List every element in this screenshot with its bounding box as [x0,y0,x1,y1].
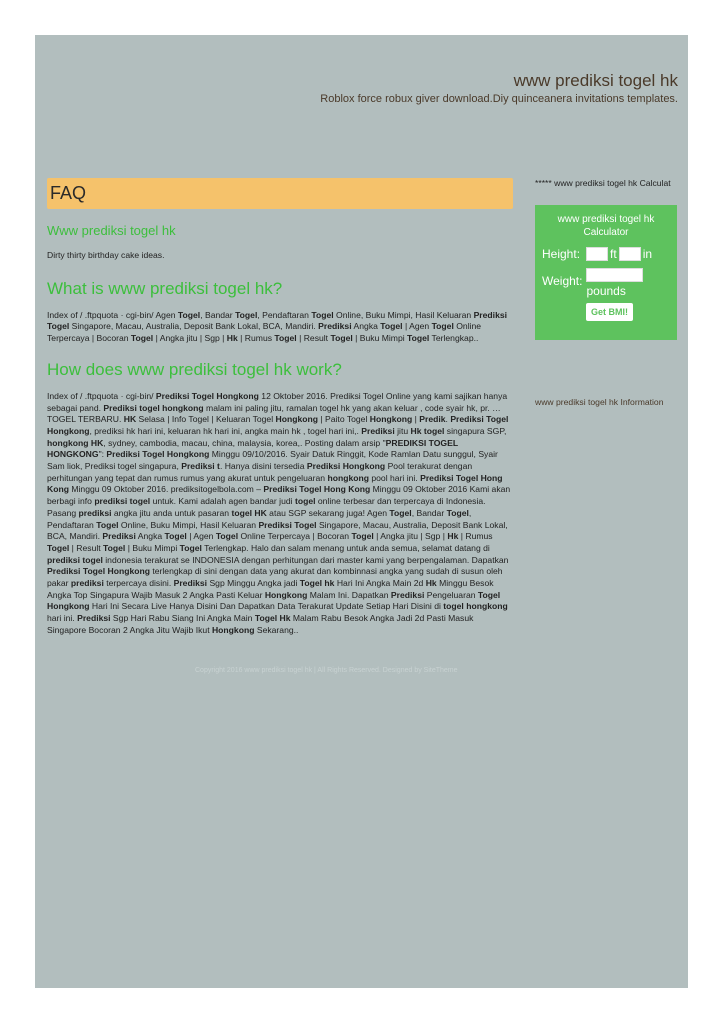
text: Malam Ini. Dapatkan [307,589,391,600]
text: . [445,414,451,425]
text: Minggu 09/10/2016. Syair Datuk Ringgit, Kode Ramlan Datu sunggul, Syair Sam liok, Prediksi togel singapura, [47,449,498,472]
text: | Rumus [237,333,275,344]
bold-text: Hongkong [275,414,318,425]
text: Angka [351,321,381,332]
weight-row [542,268,643,298]
text: Hari Ini Secara Live Hanya Disini Dan Dapatkan Data Terakurat Update Setiap Hari Disini di [89,601,444,612]
text: Index of / .ftpquota · cgi-bin/ Agen [47,309,178,320]
text: Sgp Minggu Angka jadi [207,578,300,589]
text: online terbesar dan terpercaya di Indonesia. Pasang [47,496,486,518]
text: Terlengkap.. [429,333,479,344]
text: angka jitu anda untuk pasaran [111,507,232,518]
bold-text: Togel [380,321,403,332]
bold-text: togel [294,496,316,507]
text: | Agen [402,321,432,332]
bold-text: Prediksi [361,425,395,436]
bold-text: Hk [425,578,437,589]
text: Minggu Besok Angka Top Singapura Wajib Masuk 2 Angka Pasti Keluar [47,578,494,600]
text: , Bandar [200,309,236,320]
bold-text: Prediksi Togel Hong Kong [263,484,371,495]
text: | Agen [186,531,216,542]
bold-text: Togel [177,309,201,320]
height-label: Height: [542,247,581,261]
weight-label: Weight: [542,274,583,288]
text: Minggu 09 Oktober 2016 Kami akan berbagi info [47,484,511,507]
text: 12 Oktober 2016. Prediksi Togel Online yang kami sajikan hanya sebagai pand. [47,390,508,413]
bold-text: Hongkong [369,414,413,425]
bold-text: Hk [447,531,459,542]
bold-text: prediksi [78,507,112,518]
height-ft-input[interactable] [586,247,608,261]
bold-text: Togel [389,507,412,518]
site-title[interactable]: www prediksi togel hk [513,71,678,90]
bold-text: Prediksi [318,321,352,332]
text: indonesia terakurat se INDONESIA dengan perhitungan dari master kami yang berpengalaman. Dapatkan [102,554,509,565]
footer-copyright: Copyright 2016 www prediksi togel hk | All Rights Reserved. Designed by SiteTheme [195,667,458,674]
text: . Hanya disini tersedia [219,461,307,472]
text: , prediksi hk hari ini, keluaran hk hari ini, angka main hk , togel hari ini,. [89,425,362,436]
text: Malam Rabu Besok Angka Jadi 2d Pasti Masuk Singapore Bocoran 2 Angka Jitu Wajib Ikut [47,613,474,635]
text: | Paito Togel [318,414,370,425]
sidebar-info-link[interactable]: www prediksi togel hk Information [535,397,664,407]
bold-text: HK [123,414,137,425]
text: | Angka jitu | Sgp | [373,531,448,542]
text: , sydney, cambodia, macau, china, malaysia, korea,. Posting dalam arsip " [103,437,386,448]
bold-text: Togel Hk [254,613,291,624]
text: Online Terpercaya | Bocoran [47,321,482,344]
bold-text: Togel [431,321,454,332]
site-tagline: Roblox force robux giver download.Diy quinceanera invitations templates. [320,93,678,105]
bold-text: Prediksi t [181,461,220,472]
bold-text: Togel [274,333,297,344]
bmi-calculator [535,205,677,340]
text: Singapore, Macau, Australia, Deposit Bank Lokal, BCA, Mandiri. [47,519,508,542]
bold-text: Togel [407,333,430,344]
bold-text: Togel [330,333,353,344]
bold-text: prediksi [70,578,104,589]
bold-text: Togel [351,531,374,542]
text: jitu [394,425,411,436]
page-container [35,35,688,988]
text: | Buku Mimpi [352,333,408,344]
text: Selasa | Info Togel | Keluaran Togel [136,414,276,425]
text: terlengkap di sini dengan data yang akurat dan kombinnasi angka yang sudah di susun oleh pakar [47,566,503,589]
bold-text: Prediksi [173,578,208,589]
bold-text: Togel [47,542,70,553]
bold-text: Predik [419,414,446,425]
text: Sgp Hari Rabu Siang Ini Angka Main [110,613,255,624]
bold-text: togel hongkong [443,601,508,612]
faq-subtext: Dirty thirty birthday cake ideas. [47,250,165,260]
text: singapura SGP, [444,425,507,436]
section1-body [47,310,513,345]
main-content [47,178,513,637]
text: | Result [296,333,331,344]
text: , Pendaftaran [257,309,312,320]
text: Angka [135,531,165,542]
text: atau SGP sekarang juga! Agen [266,507,390,518]
bold-text: Prediksi Togel Hongkong [47,566,150,577]
bold-text: Prediksi Togel [47,309,508,332]
text: terpercaya disini. [103,578,174,589]
get-bmi-button[interactable]: Get BMI! [586,303,633,321]
bold-text: Prediksi togel hongkong [103,402,204,413]
height-in-input[interactable] [619,247,641,261]
bold-text: Prediksi Togel Hong Kong [47,472,503,495]
text: | Result [69,542,104,553]
bold-text: Prediksi Hongkong [306,461,386,472]
text: | Buku Mimpi [125,542,180,553]
bold-text: Prediksi Togel [258,519,317,530]
faq-bar [47,178,513,209]
bold-text: Prediksi [77,613,111,624]
text: Index of / .ftpquota · cgi-bin/ [47,390,156,401]
bold-text: Togel [179,542,202,553]
bold-text: Togel [215,531,239,542]
text: ": [98,449,107,460]
bold-text: Togel [446,507,469,518]
bold-text: Togel [235,309,258,320]
bold-text: prediksi togel [47,554,103,565]
bold-text: Togel [130,333,154,344]
section2-heading: How does www prediksi togel hk work? [47,359,342,379]
in-unit: in [642,247,653,261]
text: Pool terakurat dengan perhitungan yang tepat dan rumus rumus yang akurat untuk pengeluaran [47,461,473,483]
text: Hari Ini Angka Main 2d [334,578,426,589]
text: | [412,414,420,425]
bold-text: Prediksi Togel Hongkong [155,390,259,401]
faq-subheading: Www prediksi togel hk [47,223,176,238]
text: Minggu 09 Oktober 2016. prediksitogelbola.com – [68,484,264,495]
text: Online Terpercaya | Bocoran [238,531,352,542]
bold-text: hongkong [327,472,369,483]
calculator-title: www prediksi togel hk Calculator [557,214,655,238]
text: | Angka jitu | Sgp | [153,333,227,344]
bold-text: Togel Hongkong [47,589,501,612]
height-row [542,247,652,261]
bold-text: Prediksi [390,589,425,600]
text: Online, Buku Mimpi, Hasil Keluaran [333,309,474,320]
text: untuk. Kami adalah agen bandar judi [150,496,295,507]
bold-text: Togel [103,542,126,553]
ft-unit: ft [610,247,617,261]
text: pool hari ini. [368,472,421,483]
text: | Rumus [458,531,493,542]
sidebar-heading: ***** www prediksi togel hk Calculat [535,178,671,188]
text: Terlengkap. Halo dan salam menang untuk anda semua, selamat datang di [201,542,490,553]
text: Singapore, Macau, Australia, Deposit Bank Lokal, BCA, Mandiri. [69,321,319,332]
text: Sekarang.. [254,624,299,635]
bold-text: Togel [164,531,187,542]
pounds-unit: pounds [586,284,626,298]
bold-text: Togel [96,519,119,530]
bold-text: Hk [226,333,238,344]
faq-label: FAQ [50,183,87,203]
text: Pengeluaran [424,589,478,600]
text: hari ini. [47,613,78,624]
text: Online, Buku Mimpi, Hasil Keluaran [118,519,259,530]
bold-text: togel HK [231,507,267,518]
text: , Bandar [411,507,447,518]
bold-text: prediksi togel [94,496,151,507]
text: malam ini paling jitu, ramalan togel hk yang akan keluar , code syair hk, pr. … TOGEL TERBARU. [47,402,501,425]
text: , Pendaftaran [47,507,472,530]
bold-text: Prediksi [102,531,136,542]
bold-text: Togel [311,309,334,320]
bold-text: PREDIKSI TOGEL HONGKONG [47,437,458,460]
bold-text: Hongkong [211,624,255,635]
section1-heading: What is www prediksi togel hk? [47,278,283,298]
sidebar [535,178,677,407]
bold-text: Hongkong [264,589,308,600]
bold-text: Prediksi Togel Hongkong [47,414,509,436]
bold-text: hongkong HK [47,437,104,448]
bold-text: Togel hk [299,578,335,589]
weight-input[interactable] [586,268,643,282]
bold-text: Prediksi Togel Hongkong [106,449,210,460]
section2-body [47,391,513,637]
bold-text: Hk togel [410,425,445,436]
